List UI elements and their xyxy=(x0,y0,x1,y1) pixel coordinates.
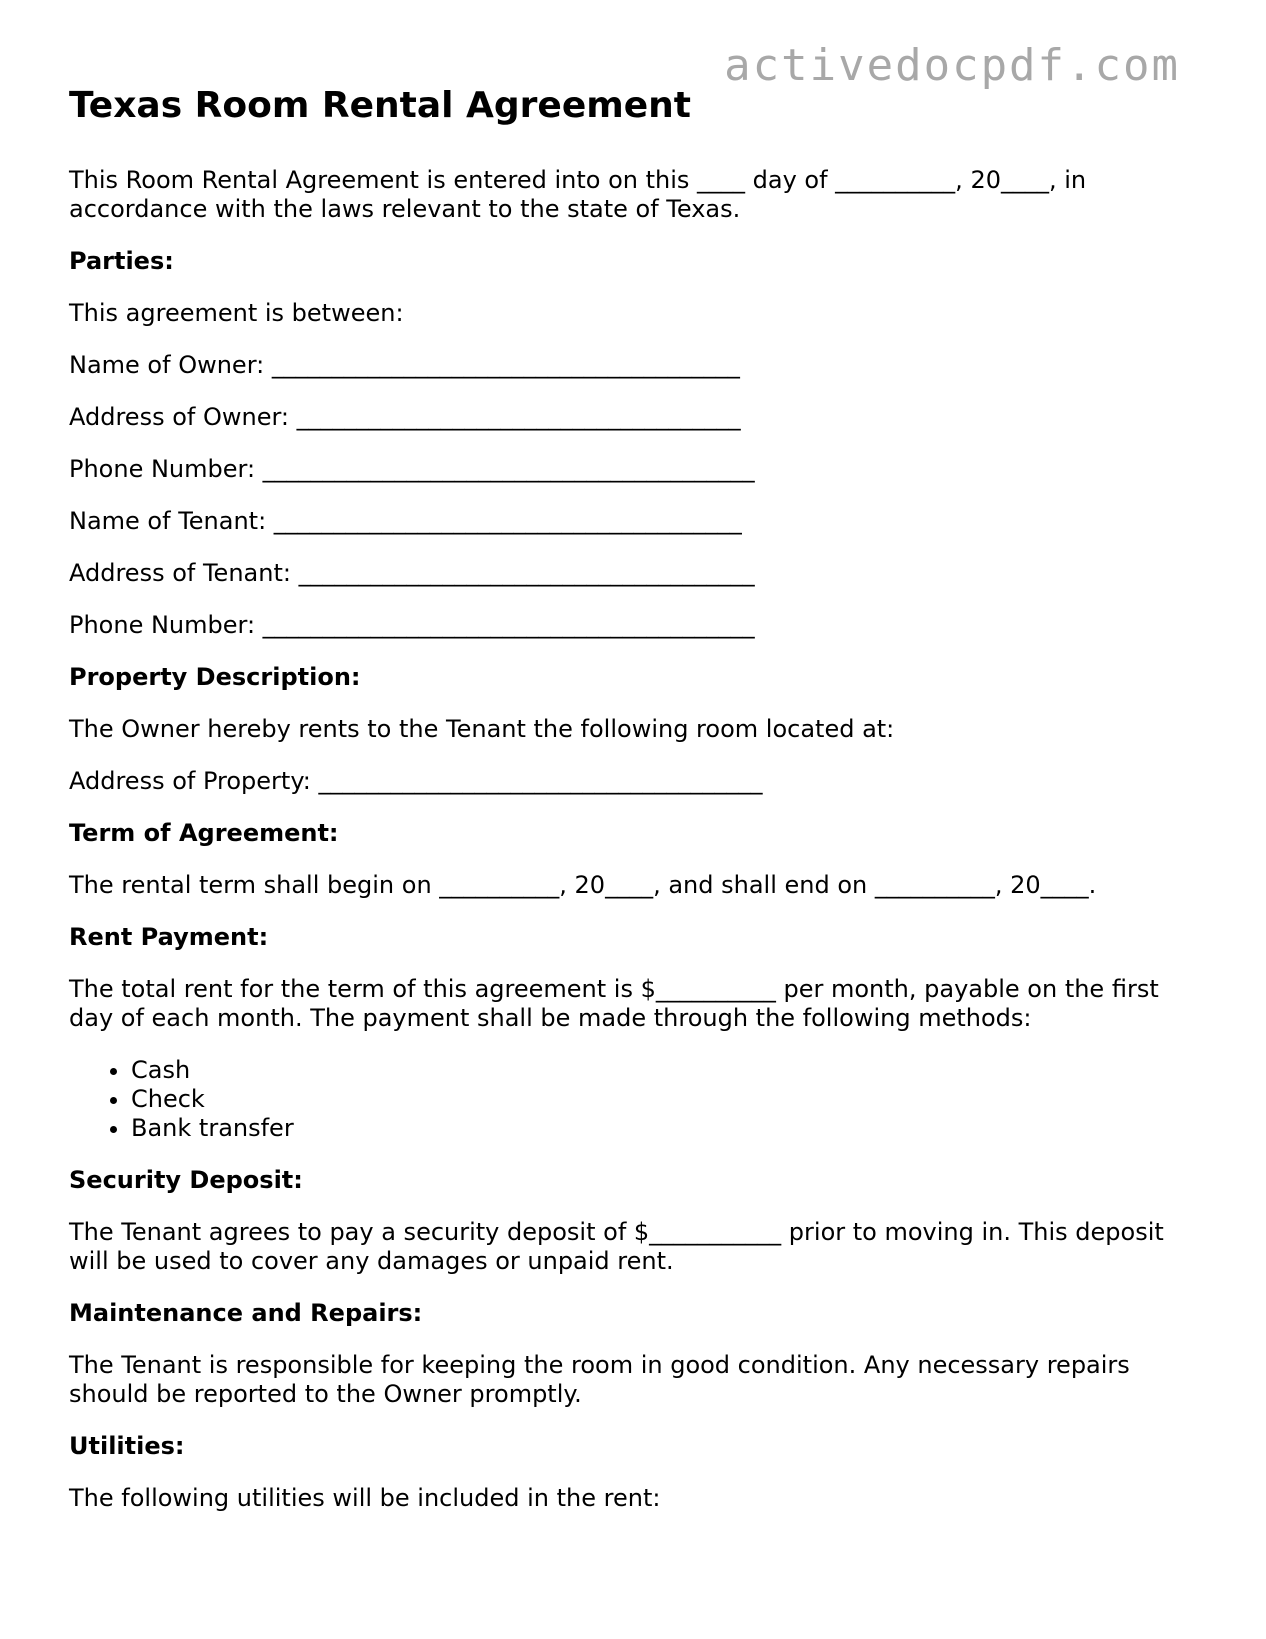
payment-methods-list xyxy=(69,1056,1199,1143)
owner-name-field: Name of Owner: _______________________________________ xyxy=(69,351,740,379)
utilities-text: The following utilities will be included in the rent: xyxy=(69,1484,661,1512)
list-item: • Bank transfer xyxy=(131,1114,1199,1143)
maintenance-text: The Tenant is responsible for keeping the room in good condition. Any necessary repairs should be reported to the Owner promptly. xyxy=(69,1351,1130,1408)
owner-address-field: Address of Owner: _____________________________________ xyxy=(69,403,741,431)
maintenance-heading: Maintenance and Repairs: xyxy=(69,1299,423,1327)
document-title: Texas Room Rental Agreement xyxy=(69,85,692,126)
deposit-heading: Security Deposit: xyxy=(69,1166,303,1194)
property-address-field: Address of Property: _____________________________________ xyxy=(69,767,763,795)
owner-phone-field: Phone Number: _________________________________________ xyxy=(69,455,755,483)
watermark: activedocpdf.com xyxy=(724,40,1180,91)
property-heading: Property Description: xyxy=(69,663,361,691)
list-item: • Cash xyxy=(131,1056,1199,1085)
term-text: The rental term shall begin on __________, 20____, and shall end on __________, 20____. xyxy=(69,871,1097,899)
parties-heading: Parties: xyxy=(69,247,174,275)
list-item: • Check xyxy=(131,1085,1199,1114)
tenant-name-field: Name of Tenant: _______________________________________ xyxy=(69,507,742,535)
tenant-address-field: Address of Tenant: ______________________________________ xyxy=(69,559,755,587)
rent-heading: Rent Payment: xyxy=(69,923,269,951)
parties-lead: This agreement is between: xyxy=(69,299,404,327)
deposit-text: The Tenant agrees to pay a security deposit of $___________ prior to moving in. This deposit will be used to cover any damages or unpaid rent. xyxy=(69,1218,1164,1275)
term-heading: Term of Agreement: xyxy=(69,819,339,847)
rent-text: The total rent for the term of this agreement is $__________ per month, payable on the first day of each month. The payment shall be made through the following methods: xyxy=(69,975,1159,1032)
utilities-heading: Utilities: xyxy=(69,1432,185,1460)
tenant-phone-field: Phone Number: _________________________________________ xyxy=(69,611,755,639)
document-page xyxy=(69,84,1199,1536)
property-text: The Owner hereby rents to the Tenant the following room located at: xyxy=(69,715,895,743)
intro-paragraph: This Room Rental Agreement is entered into on this ____ day of __________, 20____, in accordance with the laws relevant to the state of Texas. xyxy=(69,166,1087,223)
